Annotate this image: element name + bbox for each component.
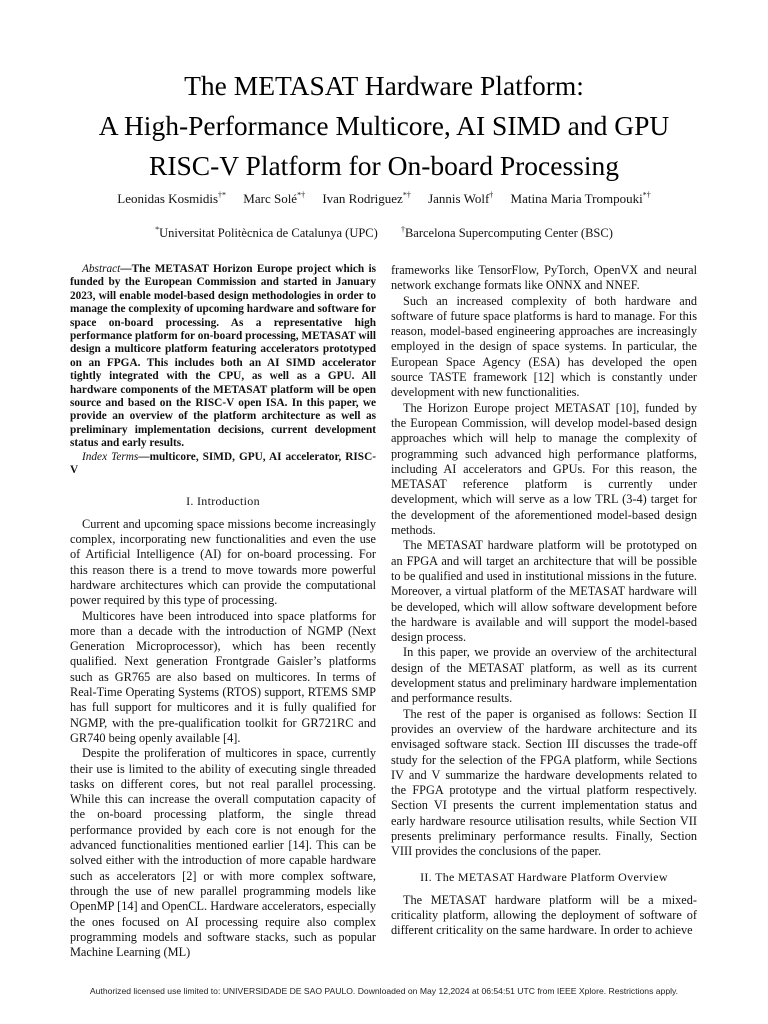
paragraph: The rest of the paper is organised as follows: Section II provides an overview of the hardware architecture and its envisaged software stack. Section III discusses the trade-off study for the selection of the FPGA platform, while Sections IV and V summarize the hardware developments related to the FPGA prototype and the virtual platform respectively. Section VI presents the current implementation status and early hardware resource utilisation results, while Section VII presents preliminary performance results. Finally, Section VIII provides the conclusions of the paper.	[391, 706, 697, 859]
affiliation-list	[30, 224, 738, 242]
author-list	[30, 190, 738, 208]
author: Leonidas Kosmidis†*	[117, 190, 227, 206]
index-terms: Index Terms—multicore, SIMD, GPU, AI accelerator, RISC-V	[70, 450, 376, 477]
paragraph: Despite the proliferation of multicores in space, currently their use is limited to the ability of executing single threaded tasks on different cores, but not real parallel processing. While this can increase the overall computation capacity of the on-board processing platform, the single thread performance provided by each core is not enough for the advanced functionalities mentioned earlier [14]. This can be solved either with the introduction of more capable hardware such as accelerators [2] or with more complex software, through the use of new parallel programming models like OpenMP [14] and OpenCL. Hardware accelerators, especially the ones focused on AI processing require also complex programming models and software stacks, such as popular Machine Learning (ML)	[70, 746, 376, 960]
affiliation-bsc: †Barcelona Supercomputing Center (BSC)	[400, 224, 613, 240]
paragraph: Multicores have been introduced into space platforms for more than a decade with the introduction of NGMP (Next Generation Microprocessor), which has been recently qualified. Next generation Frontgrade Gaisler’s platforms such as GR765 are also based on multicores. In terms of Real-Time Operating Systems (RTOS) support, RTEMS SMP has full support for multicores and it is fully qualified for NGMP, with the pre-qualification toolkit for GR721RC and GR740 being openly available [4].	[70, 608, 376, 745]
author: Matina Maria Trompouki*†	[510, 190, 651, 206]
section-heading-platform-overview: II. The METASAT Hardware Platform Overview	[420, 869, 668, 884]
abstract: Abstract—The METASAT Horizon Europe project which is funded by the European Commission and started in January 2023, will enable model-based design methodologies in order to manage the complexity of upcoming hardware and software for space on-board processing. As a representative high performance platform for on-board processing, METASAT will design a multicore platform featuring accelerators prototyped on an FPGA. This includes both an AI SIMD accelerator tightly integrated with the CPU, as well as a GPU. All hardware components of the METASAT platform will be open source and based on the RISC-V open ISA. In this paper, we provide an overview of the platform architecture as well as preliminary implementation decisions, current development status and early results.	[70, 263, 376, 450]
paragraph: Such an increased complexity of both hardware and software of future space platforms is hard to manage. For this reason, model-based engineering approaches are increasingly employed in the design of space systems. In particular, the European Space Agency (ESA) has developed the open source TASTE framework [12] which is constantly under development with new functionalities.	[391, 293, 697, 400]
license-footer: Authorized licensed use limited to: UNIVERSIDADE DE SAO PAULO. Downloaded on May 12,2024 at 06:54:51 UTC from IEEE Xplore. Restrictions apply.	[89, 986, 679, 996]
author: Ivan Rodriguez*†	[322, 190, 411, 206]
right-column	[391, 263, 697, 939]
paragraph: The Horizon Europe project METASAT [10], funded by the European Commission, will develop model-based design approaches which will help to manage the complexity of programming such advanced high performance platforms, including AI accelerators and GPUs. For this reason, the METASAT reference platform is currently under development, which will serve as a low TRL (3-4) target for the development of the aforementioned model-based design methods.	[391, 400, 697, 538]
paragraph-continuation: frameworks like TensorFlow, PyTorch, OpenVX and neural network exchange formats like ONNX and NNEF.	[391, 263, 697, 293]
paragraph: The METASAT hardware platform will be a mixed-criticality platform, allowing the deployment of software of different criticality on the same hardware. In order to achieve	[391, 892, 697, 938]
title-line-3: RISC-V Platform for On-board Processing	[149, 150, 619, 181]
title-line-2: A High-Performance Multicore, AI SIMD and GPU	[98, 110, 670, 141]
affiliation-upc: *Universitat Politècnica de Catalunya (UPC)	[155, 224, 378, 240]
paper-title	[30, 66, 738, 186]
left-column	[70, 263, 376, 960]
author: Jannis Wolf†	[428, 190, 494, 206]
paragraph: In this paper, we provide an overview of the architectural design of the METASAT platform, as well as its current development status and preliminary hardware implementation and performance results.	[391, 645, 697, 706]
section-heading-introduction: I. Introduction	[186, 493, 260, 508]
paragraph: Current and upcoming space missions become increasingly complex, incorporating new functionalities and even the use of Artificial Intelligence (AI) for on-board processing. For this reason there is a trend to move towards more powerful hardware architectures which can provide the computational power required by this type of processing.	[70, 516, 376, 608]
paragraph: The METASAT hardware platform will be prototyped on an FPGA and will target an architecture that will be possible to be qualified and used in institutional missions in the future. Moreover, a virtual platform of the METASAT hardware will be developed, which will allow software development before the hardware is available and will support the model-based design process.	[391, 538, 697, 645]
title-line-1: The METASAT Hardware Platform:	[184, 70, 584, 101]
author: Marc Solé*†	[243, 190, 306, 206]
